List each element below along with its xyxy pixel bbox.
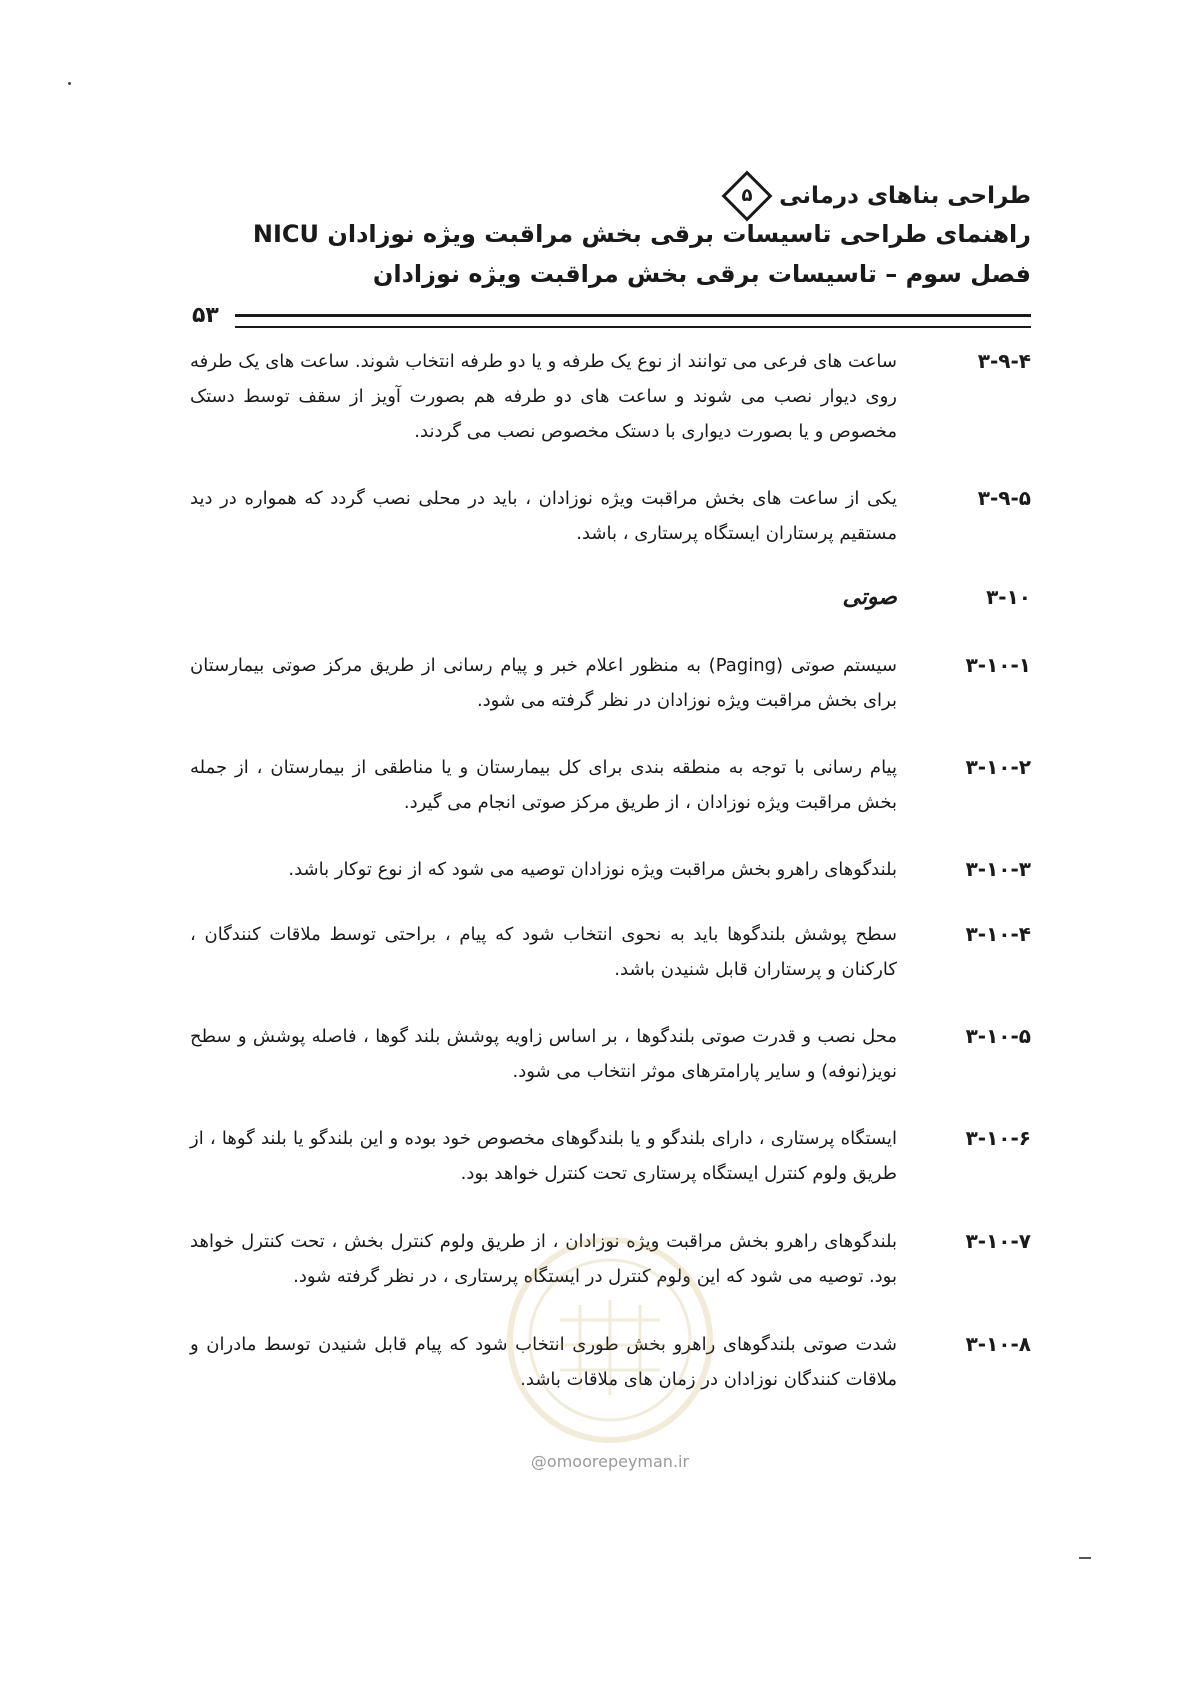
clause-text: محل نصب و قدرت صوتی بلندگوها ، بر اساس زاویه پوشش بلند گوها ، فاصله پوشش و سطح نویز(نوفه) و سایر پارامترهای موثر انتخاب می شود. (190, 1026, 897, 1082)
clause-text: بلندگوهای راهرو بخش مراقبت ویژه نوزادان توصیه می شود که از نوع توکار باشد. (288, 859, 897, 880)
clause-text: پیام رسانی با توجه به منطقه بندی برای کل بیمارستان و یا مناطقی از بیمارستان ، از جمله بخش مراقبت ویژه نوزادان ، از طریق مرکز صوتی انجام می گیرد. (190, 757, 897, 813)
header-line-1 (211, 178, 1031, 214)
chapter-title: فصل سوم – تاسیسات برقی بخش مراقبت ویژه نوزادان (372, 260, 1031, 288)
clause-3-10-5 (190, 1019, 1031, 1089)
clause-number: ۳-۱۰-۳ (965, 857, 1031, 881)
clause-text: ساعت های فرعی می توانند از نوع یک طرفه و یا دو طرفه انتخاب شوند. ساعت های یک طرفه روی دیوار نصب می شوند و ساعت های دو طرفه هم بصورت آویز از سقف توسط دستک مخصوص و یا بصورت دیواری با دستک مخصوص نصب می گردند. (190, 351, 897, 442)
clause-number: ۳-۹-۵ (977, 486, 1031, 510)
section-number: ۳-۱۰ (986, 585, 1031, 609)
document-header (211, 178, 1031, 294)
clause-text: سطح پوشش بلندگوها باید به نحوی انتخاب شود که پیام ، براحتی توسط ملاقات کنندگان ، کارکنان و پرستاران قابل شنیدن باشد. (190, 924, 897, 980)
scan-speck (68, 82, 71, 85)
clause-text: سیستم صوتی (Paging) به منظور اعلام خبر و پیام رسانی از طریق مرکز صوتی بیمارستان برای بخش مراقبت ویژه نوزادان در نظر گرفته می شود. (190, 655, 897, 711)
guide-title: راهنمای طراحی تاسیسات برقی بخش مراقبت ویژه نوزادان NICU (252, 220, 1031, 248)
clause-text: یکی از ساعت های بخش مراقبت ویژه نوزادان ، باید در محلی نصب گردد که همواره در دید مستقیم پرستاران ایستگاه پرستاری ، باشد. (190, 488, 897, 544)
section-title: صوتی (842, 585, 897, 610)
clause-3-9-5 (190, 481, 1031, 551)
clause-3-10-4 (190, 917, 1031, 987)
volume-number: ۵ (741, 185, 753, 206)
series-title: طراحی بناهای درمانی (779, 183, 1031, 209)
watermark-text: @omoorepeyman.ir (530, 1452, 690, 1471)
clause-number: ۳-۱۰-۵ (965, 1024, 1031, 1048)
clause-number: ۳-۱۰-۶ (965, 1126, 1031, 1150)
clause-number: ۳-۱۰-۸ (965, 1332, 1031, 1356)
clause-3-10-8 (190, 1327, 1031, 1397)
clause-number: ۳-۹-۴ (977, 349, 1031, 373)
clause-number: ۳-۱۰-۷ (965, 1229, 1031, 1253)
clause-3-10-1 (190, 648, 1031, 718)
scan-mark (1079, 1557, 1091, 1559)
clause-number: ۳-۱۰-۱ (965, 653, 1031, 677)
clause-text: ایستگاه پرستاری ، دارای بلندگو و یا بلندگوهای مخصوص خود بوده و این بلندگو یا بلند گوها ، از طریق ولوم کنترل ایستگاه پرستاری تحت کنترل خواهد بود. (190, 1128, 897, 1184)
clause-number: ۳-۱۰-۴ (965, 922, 1031, 946)
header-divider (235, 314, 1031, 328)
page-number: ۵۳ (192, 303, 219, 328)
clause-3-10-3 (190, 852, 1031, 887)
clause-text: بلندگوهای راهرو بخش مراقبت ویژه نوزادان ، از طریق ولوم کنترل بخش ، تحت کنترل خواهد بود. توصیه می شود که این ولوم کنترل در ایستگاه پرستاری ، در نظر گرفته شود. (190, 1231, 897, 1287)
clause-number: ۳-۱۰-۲ (965, 755, 1031, 779)
clause-3-10-2 (190, 750, 1031, 820)
clause-3-10-7 (190, 1224, 1031, 1294)
clause-3-9-4 (190, 344, 1031, 449)
section-3-10 (190, 580, 1031, 615)
clause-3-10-6 (190, 1121, 1031, 1191)
clause-text: شدت صوتی بلندگوهای راهرو بخش طوری انتخاب شود که پیام قابل شنیدن توسط مادران و ملاقات کنندگان نوزادان در زمان های ملاقات باشد. (190, 1334, 897, 1390)
